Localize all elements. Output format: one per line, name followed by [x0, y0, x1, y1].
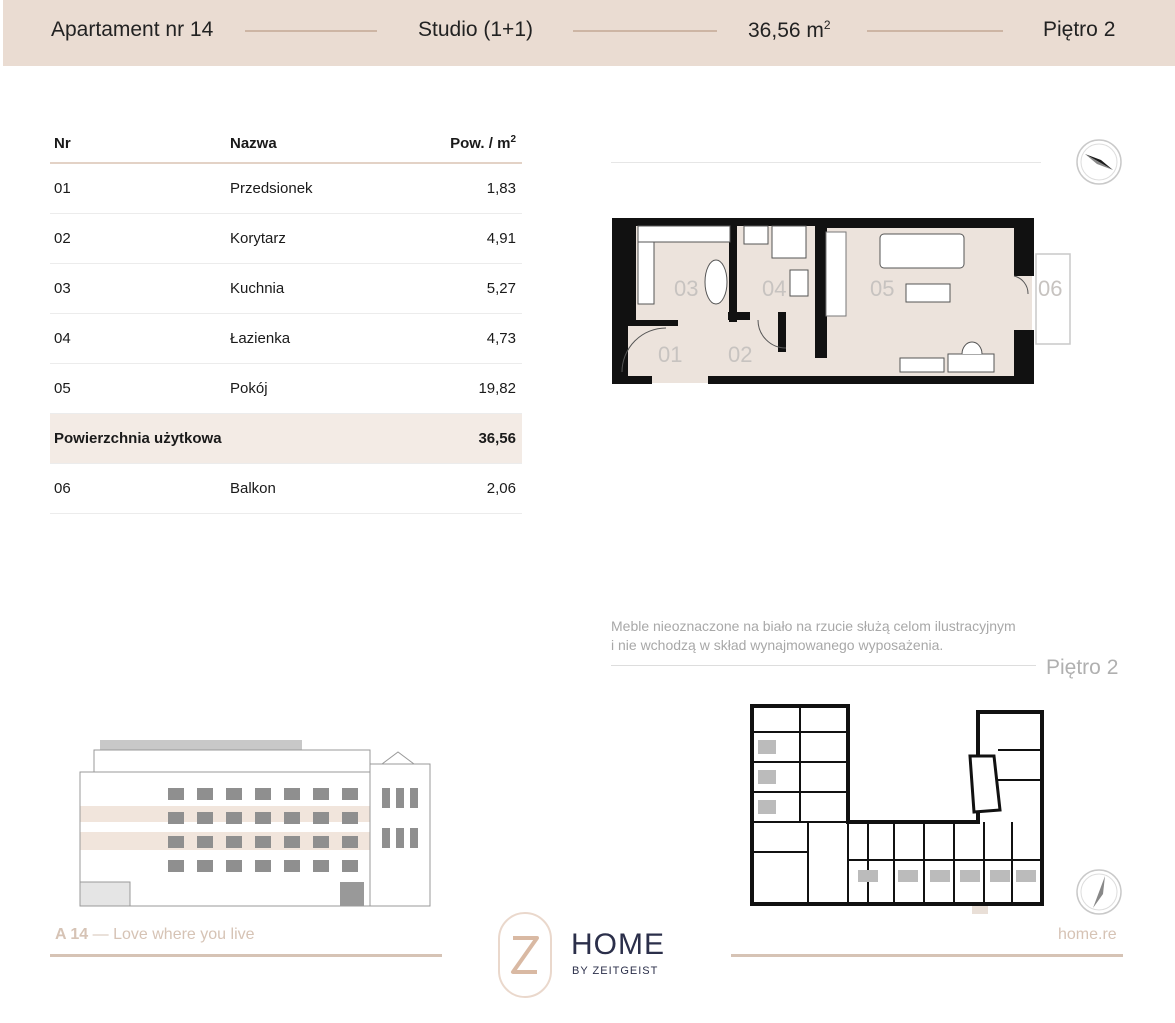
- total-row: [50, 414, 522, 464]
- building-window: [255, 788, 271, 800]
- note-divider: [611, 665, 1036, 666]
- compass-icon: [1075, 138, 1123, 186]
- table-header-row: [50, 124, 522, 163]
- row-area: 4,91: [387, 214, 522, 264]
- building-window: [168, 812, 184, 824]
- plan-divider: [611, 162, 1041, 163]
- building-window: [255, 812, 271, 824]
- building-window: [342, 836, 358, 848]
- table-row: [50, 364, 522, 414]
- building-window: [382, 788, 390, 808]
- building-floor-plan: [748, 700, 1053, 918]
- building-window: [197, 836, 213, 848]
- col-area: [387, 124, 522, 163]
- apartment-code: A 14: [55, 926, 89, 943]
- building-window: [255, 860, 271, 872]
- room-label-01: 01: [658, 342, 683, 367]
- table-row: [50, 464, 522, 514]
- room-label-04: 04: [762, 276, 787, 301]
- row-name: Pokój: [226, 364, 387, 414]
- footer-divider: [731, 954, 1123, 957]
- building-window: [168, 860, 184, 872]
- building-window: [382, 828, 390, 848]
- row-nr: 05: [50, 364, 226, 414]
- total-value: 36,56: [387, 414, 522, 464]
- room-label-03: 03: [674, 276, 699, 301]
- row-area: 2,06: [387, 464, 522, 514]
- header-bar: [3, 0, 1175, 66]
- building-window: [168, 788, 184, 800]
- building-window: [284, 836, 300, 848]
- building-window: [197, 860, 213, 872]
- table-row: [50, 264, 522, 314]
- building-window: [410, 828, 418, 848]
- building-window: [226, 788, 242, 800]
- col-nr: Nr: [50, 124, 226, 163]
- header-divider: [245, 30, 377, 32]
- row-nr: 01: [50, 163, 226, 214]
- row-name: Korytarz: [226, 214, 387, 264]
- building-window: [255, 836, 271, 848]
- row-name: Przedsionek: [226, 163, 387, 214]
- building-window: [284, 860, 300, 872]
- building-window: [197, 812, 213, 824]
- row-name: Łazienka: [226, 314, 387, 364]
- logo-subtitle: BY ZEITGEIST: [572, 965, 659, 977]
- rooms-table: [50, 124, 522, 514]
- row-name: Kuchnia: [226, 264, 387, 314]
- area-value: 36,56 m: [748, 19, 824, 42]
- apartment-title: Apartament nr 14: [51, 18, 214, 41]
- building-window: [226, 812, 242, 824]
- row-nr: 03: [50, 264, 226, 314]
- apartment-area: [748, 18, 831, 43]
- building-elevation-drawing: [70, 736, 435, 911]
- logo-emblem: [498, 912, 552, 998]
- hourglass-icon: [500, 914, 550, 996]
- row-nr: 02: [50, 214, 226, 264]
- row-nr: 04: [50, 314, 226, 364]
- building-window: [226, 860, 242, 872]
- col-area-sup: 2: [510, 134, 516, 145]
- floor-number: Piętro 2: [1043, 18, 1116, 41]
- building-window: [342, 788, 358, 800]
- table-row: [50, 314, 522, 364]
- row-area: 5,27: [387, 264, 522, 314]
- building-window: [396, 788, 404, 808]
- table-row: [50, 163, 522, 214]
- table-row: [50, 214, 522, 264]
- floor-plan-label: Piętro 2: [1046, 656, 1119, 679]
- apartment-floor-plan: [608, 212, 1078, 392]
- row-area: 19,82: [387, 364, 522, 414]
- apartment-type: Studio (1+1): [418, 18, 533, 41]
- building-window: [342, 860, 358, 872]
- area-unit-sup: 2: [823, 18, 831, 32]
- building-window: [313, 836, 329, 848]
- building-window: [197, 788, 213, 800]
- note-line-2: i nie wchodzą w skład wynajmowanego wyposażenia.: [611, 637, 944, 653]
- building-window: [226, 836, 242, 848]
- website-link[interactable]: home.re: [1058, 926, 1117, 943]
- building-windows: [168, 788, 418, 872]
- building-window: [313, 812, 329, 824]
- compass-icon: [1075, 868, 1123, 916]
- footer-divider: [50, 954, 442, 957]
- building-window: [168, 836, 184, 848]
- total-label: Powierzchnia użytkowa: [50, 414, 387, 464]
- row-name: Balkon: [226, 464, 387, 514]
- tagline: — Love where you live: [92, 926, 255, 943]
- building-window: [313, 860, 329, 872]
- room-label-05: 05: [870, 276, 895, 301]
- building-window: [410, 788, 418, 808]
- room-label-06: 06: [1038, 276, 1063, 301]
- row-nr: 06: [50, 464, 226, 514]
- footer-tag: [55, 926, 255, 944]
- furniture-note: [611, 617, 1016, 655]
- building-window: [284, 812, 300, 824]
- header-divider: [867, 30, 1003, 32]
- building-window: [284, 788, 300, 800]
- logo-wordmark: HOME: [571, 928, 665, 961]
- room-label-02: 02: [728, 342, 753, 367]
- col-name: Nazwa: [226, 124, 387, 163]
- col-area-label: Pow. / m: [450, 135, 511, 152]
- building-window: [313, 788, 329, 800]
- note-line-1: Meble nieoznaczone na biało na rzucie służą celom ilustracyjnym: [611, 618, 1016, 634]
- building-window: [396, 828, 404, 848]
- header-divider: [573, 30, 717, 32]
- row-area: 1,83: [387, 163, 522, 214]
- row-area: 4,73: [387, 314, 522, 364]
- building-window: [342, 812, 358, 824]
